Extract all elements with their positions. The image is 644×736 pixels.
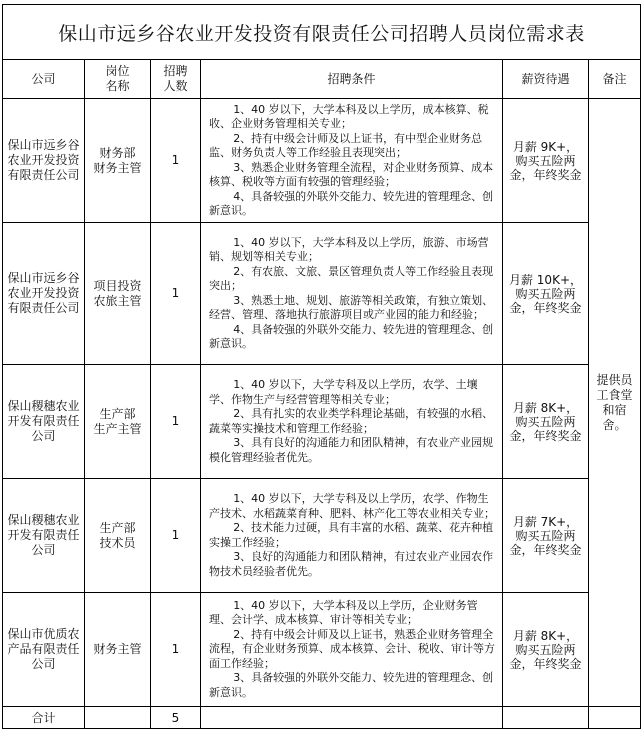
header-count-line1: 招聘: [163, 64, 188, 78]
recruitment-document: [2, 4, 640, 729]
requirement-item: 2、技术能力过硬，具有丰富的水稻、蔬菜、花卉种植实操工作经验；: [209, 521, 494, 549]
total-count: 5: [151, 707, 201, 729]
company-cell: 保山市优质农产品有限责任公司: [3, 593, 85, 707]
requirement-item: 1、40 岁以下，大学本科及以上学历，旅游、市场营销、规划等相关专业；: [209, 235, 489, 263]
header-post: [85, 60, 151, 99]
requirement-item: 1、40 岁以下，大学专科及以上学历，农学、作物生产技术、水稻蔬菜育种、肥料、林产化工等农业相关专业；: [209, 492, 495, 520]
requirement-item: 2、持有中级会计师及以上证书，熟悉企业财务管理全流程，有企业财务预算、成本核算、会计、税收、审计等方面工作经验；: [209, 627, 495, 670]
requirement-item: 3、熟悉企业财务管理全流程，对企业财务预算、成本核算、税收等方面有较强的管理经验；: [209, 160, 494, 188]
post-line1: 财务部: [99, 145, 136, 160]
requirement-item: 1、40 岁以下，大学专科及以上学历，农学、土壤学、作物生产与经营管理等相关专业；: [209, 378, 478, 406]
post-line1: 项目投资: [93, 278, 142, 293]
table-row: [3, 593, 641, 707]
requirements-cell: [201, 99, 503, 223]
post-line2: 财务主管: [93, 160, 142, 175]
requirement-item: 4、具备较强的外联外交能力、较先进的管理理念、创新意识。: [209, 322, 494, 350]
company-cell: 保山稷穗农业开发有限责任公司: [3, 365, 85, 479]
header-requirements: 招聘条件: [201, 60, 503, 99]
total-row: [3, 707, 641, 729]
requirement-item: 4、具备较强的外联外交能力、较先进的管理理念、创新意识。: [209, 189, 494, 217]
total-empty-cell: [85, 707, 151, 729]
total-empty-cell: [503, 707, 589, 729]
salary-cell: 月薪 7K+，购买五险两金，年终奖金: [503, 479, 589, 593]
header-count-line2: 人数: [163, 79, 188, 93]
salary-cell: 月薪 10K+，购买五险两金，年终奖金: [503, 223, 589, 365]
count-cell: 1: [151, 223, 201, 365]
header-note: 备注: [589, 60, 641, 99]
requirement-item: 2、有农旅、文旅、景区管理负责人等工作经验且表现突出；: [209, 264, 494, 292]
salary-cell: 月薪 8K+，购买五险两金，年终奖金: [503, 365, 589, 479]
requirement-item: 3、具备较强的外联外交能力、较先进的管理理念、创新意识。: [209, 671, 494, 699]
table-row: [3, 223, 641, 365]
count-cell: 1: [151, 593, 201, 707]
count-cell: 1: [151, 479, 201, 593]
recruitment-table: [2, 4, 641, 729]
table-row: [3, 99, 641, 223]
header-salary: 薪资待遇: [503, 60, 589, 99]
requirement-item: 3、具有良好的沟通能力和团队精神，有农业产业园规模化管理经验者优先。: [209, 436, 494, 464]
post-line2: 技术员: [99, 535, 136, 550]
requirement-item: 2、持有中级会计师及以上证书，有中型企业财务总监、财务负责人等工作经验且表现突出；: [209, 131, 483, 159]
header-company: 公司: [3, 60, 85, 99]
requirements-cell: [201, 479, 503, 593]
salary-cell: 月薪 8K+，购买五险两金，年终奖金: [503, 593, 589, 707]
header-count: [151, 60, 201, 99]
company-cell: 保山市远乡谷农业开发投资有限责任公司: [3, 223, 85, 365]
post-cell: [85, 223, 151, 365]
header-post-line1: 岗位: [105, 64, 130, 78]
post-line1: 生产部: [99, 406, 136, 421]
requirement-item: 1、40 岁以下，大学本科及以上学历，成本核算、税收、企业财务管理相关专业；: [209, 102, 489, 130]
note-cell: 提供员工食堂和宿舍。: [589, 99, 641, 707]
post-line2: 农旅主管: [93, 293, 142, 308]
post-line1: 财务主管: [93, 642, 142, 656]
salary-cell: 月薪 9K+，购买五险两金，年终奖金: [503, 99, 589, 223]
company-cell: 保山市远乡谷农业开发投资有限责任公司: [3, 99, 85, 223]
post-cell: [85, 479, 151, 593]
count-cell: 1: [151, 99, 201, 223]
post-line1: 生产部: [99, 520, 136, 535]
total-empty-cell: [589, 707, 641, 729]
total-label: 合计: [3, 707, 85, 729]
post-cell: [85, 365, 151, 479]
company-cell: 保山稷穗农业开发有限责任公司: [3, 479, 85, 593]
requirements-cell: [201, 365, 503, 479]
post-cell: [85, 593, 151, 707]
post-cell: [85, 99, 151, 223]
header-row: [3, 60, 641, 99]
header-post-line2: 名称: [105, 79, 130, 93]
document-title: 保山市远乡谷农业开发投资有限责任公司招聘人员岗位需求表: [3, 5, 641, 60]
requirement-item: 3、良好的沟通能力和团队精神，有过农业产业园农作物技术员经验者优先。: [209, 550, 494, 578]
requirement-item: 3、熟悉土地、规划、旅游等相关政策，有独立策划、经营、管理、落地执行旅游项目或产业园的能力和经验；: [209, 293, 494, 321]
requirement-item: 1、40 岁以下，大学本科及以上学历，企业财务管理、会计学、成本核算、审计等相关专业；: [209, 598, 478, 627]
table-row: [3, 365, 641, 479]
total-empty-cell: [201, 707, 503, 729]
requirements-cell: [201, 593, 503, 707]
requirements-cell: [201, 223, 503, 365]
post-line2: 生产主管: [93, 421, 142, 436]
count-cell: 1: [151, 365, 201, 479]
requirement-item: 2、具有扎实的农业类学科理论基础，有较强的水稻、蔬菜等实操技术和管理工作经验；: [209, 407, 494, 435]
table-row: [3, 479, 641, 593]
